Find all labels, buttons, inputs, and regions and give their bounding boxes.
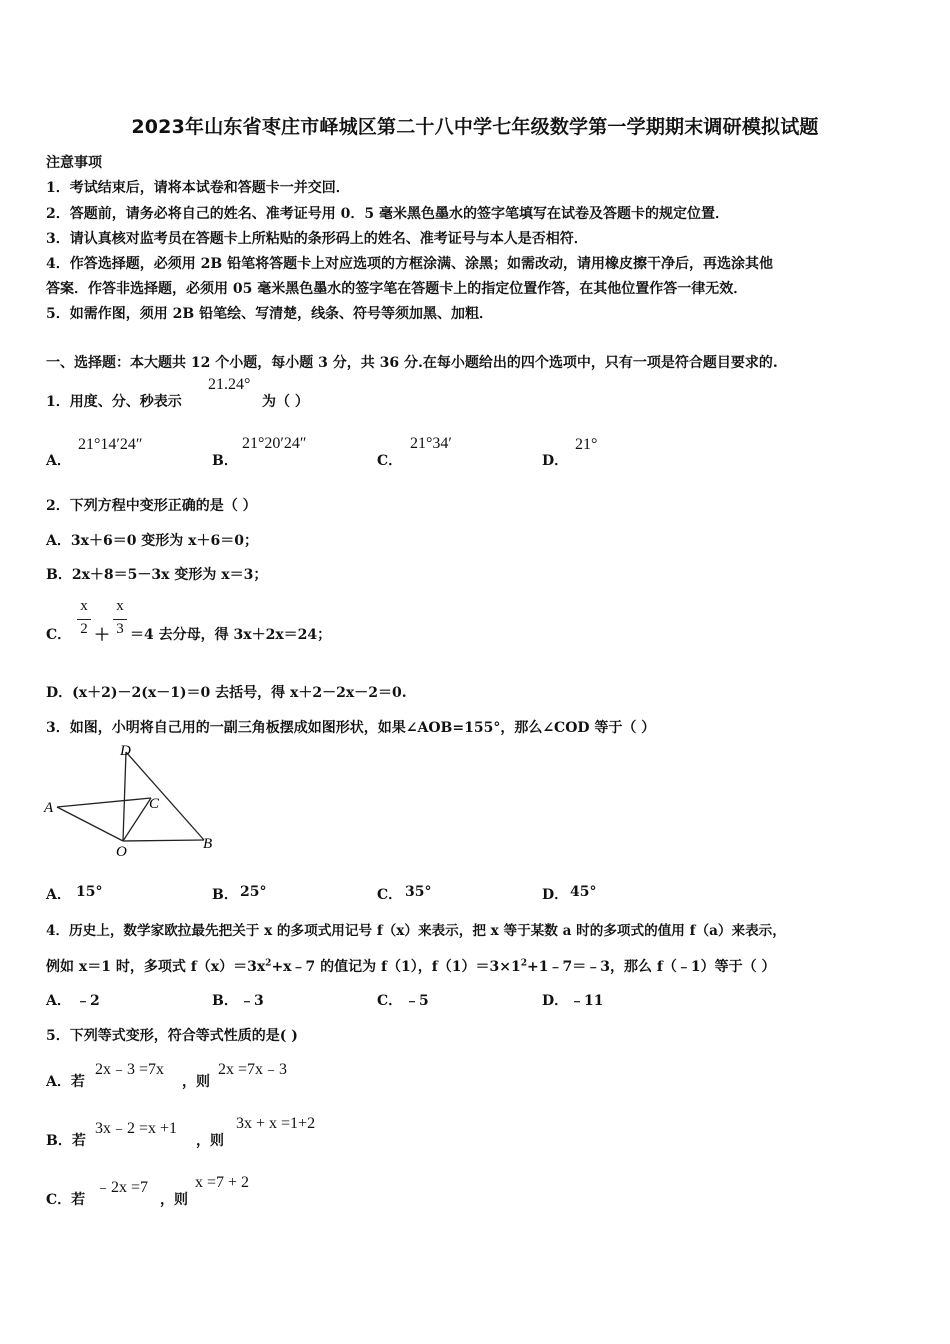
- option-label: D．: [542, 993, 569, 1009]
- point-label-d: D: [120, 743, 131, 759]
- question-1-stem-end: 为（ ）: [262, 394, 309, 410]
- option-value: ﹣2: [76, 993, 100, 1009]
- fraction-numerator: x: [80, 598, 88, 614]
- fraction-bar: [77, 619, 91, 620]
- page-title: 2023年山东省枣庄市峄城区第二十八中学七年级数学第一学期期末调研模拟试题: [131, 116, 819, 138]
- option-label: C．: [377, 887, 403, 903]
- option-value: 15°: [76, 884, 103, 900]
- option-label: C．: [377, 453, 403, 469]
- plus-sign: ＋: [94, 625, 111, 644]
- option-label: B．: [212, 453, 238, 469]
- point-label-b: B: [203, 836, 213, 852]
- option-value: ﹣5: [405, 993, 429, 1009]
- option-value: ﹣11: [570, 993, 604, 1009]
- exponent: 2: [265, 958, 272, 969]
- option-value: 21°: [575, 436, 598, 453]
- option-result: 2x =7x﹣3: [218, 1061, 288, 1078]
- option-value: ﹣3: [240, 993, 264, 1009]
- option-b: B．2x＋8＝5－3x 变形为 x＝3；: [46, 567, 268, 583]
- option-label: A．: [46, 993, 71, 1009]
- option-then: ，则: [182, 1074, 210, 1090]
- point-label-o: O: [116, 844, 127, 860]
- option-value: 45°: [570, 884, 597, 900]
- option-result: x =7 + 2: [195, 1174, 250, 1191]
- option-label: C．: [46, 627, 72, 643]
- triangle-figure: [40, 740, 230, 865]
- option-label: B．: [212, 887, 238, 903]
- example-part: +1﹣7＝﹣3，那么 f（﹣1）等于（ ）: [527, 959, 776, 975]
- notice-item: 2．答题前，请务必将自己的姓名、准考证号用 0．5 毫米黑色墨水的签字笔填写在试卷及答题卡的规定位置．: [46, 206, 729, 222]
- example-part: +x﹣7 的值记为 f（1），f（1）＝3×1: [271, 959, 521, 975]
- notice-heading: 注意事项: [46, 155, 102, 171]
- option-label: A．若: [46, 1074, 85, 1090]
- option-label: D．: [542, 453, 569, 469]
- option-value: 21°34′: [410, 435, 452, 452]
- option-then: ，则: [160, 1192, 188, 1208]
- question-3-stem: 3．如图，小明将自己用的一副三角板摆成如图形状，如果∠AOB=155°，那么∠COD 等于（ ）: [46, 720, 656, 736]
- option-condition: ﹣2x =7: [95, 1179, 149, 1196]
- option-result: 3x + x =1+2: [236, 1115, 316, 1132]
- notice-item: 5．如需作图，须用 2B 铅笔绘、写清楚，线条、符号等须加黑、加粗．: [46, 306, 494, 322]
- fraction-denominator: 2: [80, 621, 88, 637]
- question-5-stem: 5．下列等式变形，符合等式性质的是( ): [46, 1028, 298, 1044]
- option-label: C．: [377, 993, 403, 1009]
- notice-item: 3．请认真核对监考员在答题卡上所粘贴的条形码上的姓名、准考证号与本人是否相符．: [46, 231, 588, 247]
- fraction-numerator: x: [116, 598, 124, 614]
- fraction-denominator: 3: [116, 621, 124, 637]
- question-1-expression: 21.24°: [208, 376, 251, 393]
- notice-item: 4．作答选择题，必须用 2B 铅笔将答题卡上对应选项的方框涂满、涂黑；如需改动，请用橡皮擦干净后，再选涂其他: [46, 256, 774, 272]
- question-4-stem: 4．历史上，数学家欧拉最先把关于 x 的多项式用记号 f（x）来表示，把 x 等于某数 a 时的多项式的值用 f（a）来表示，: [46, 923, 786, 939]
- option-c-rest: ＝4 去分母，得 3x＋2x＝24；: [130, 627, 332, 643]
- point-label-c: C: [149, 796, 160, 812]
- option-value: 21°14′24″: [78, 436, 143, 453]
- option-label: B．: [212, 993, 238, 1009]
- notice-item: 1．考试结束后，请将本试卷和答题卡一并交回．: [46, 180, 350, 196]
- fraction-bar: [113, 619, 127, 620]
- point-label-a: A: [44, 800, 54, 816]
- exponent: 2: [520, 958, 528, 969]
- option-value: 35°: [405, 884, 432, 900]
- notice-item: 答案．作答非选择题，必须用 05 毫米黑色墨水的签字笔在答题卡上的指定位置作答，在其他位置作答一律无效．: [46, 281, 748, 297]
- question-1-stem: 1．用度、分、秒表示: [46, 394, 182, 410]
- section-heading: 一、选择题：本大题共 12 个小题，每小题 3 分，共 36 分.在每小题给出的四个选项中，只有一项是符合题目要求的.: [46, 355, 778, 371]
- option-d: D．(x＋2)－2(x－1)＝0 去括号，得 x＋2－2x－2＝0.: [46, 685, 407, 701]
- example-part: 例如 x＝1 时，多项式 f（x）＝3x: [46, 959, 266, 975]
- option-label: C．若: [46, 1192, 86, 1208]
- option-value: 25°: [240, 884, 267, 900]
- option-label: D．: [542, 887, 569, 903]
- option-condition: 2x﹣3 =7x: [95, 1061, 165, 1078]
- question-4-example: [46, 956, 775, 976]
- option-value: 21°20′24″: [242, 435, 307, 452]
- option-condition: 3x﹣2 =x +1: [95, 1120, 178, 1137]
- option-label: A．: [46, 453, 71, 469]
- option-then: ，则: [196, 1133, 224, 1149]
- option-label: A．: [46, 887, 71, 903]
- question-2-stem: 2．下列方程中变形正确的是（ ）: [46, 498, 257, 514]
- option-a: A．3x＋6＝0 变形为 x＋6＝0；: [46, 533, 259, 549]
- option-label: B．若: [46, 1133, 86, 1149]
